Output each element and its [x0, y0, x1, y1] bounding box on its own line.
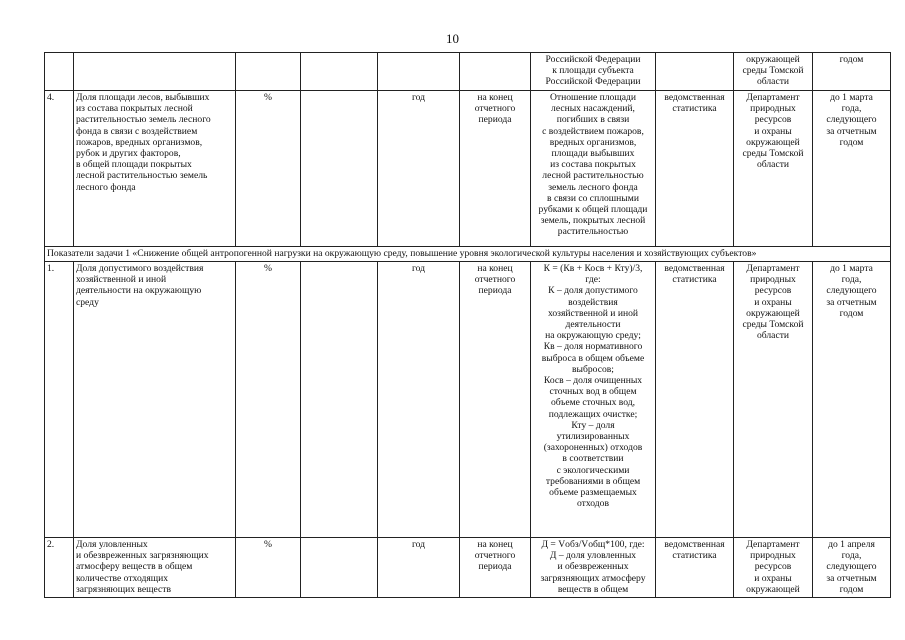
- page-number: 10: [446, 31, 459, 46]
- cell-num: 2.: [45, 538, 74, 598]
- cell-method: Отношение площади лесных насаждений, погибших в связи с воздействием пожаров, вредных организмов, площади выбывших из состава покрытых лесной растительностью земель лесного фонда в связи со сплошными рубками к общей площади земель, покрытых лесной растительностью: [531, 91, 656, 247]
- cell-timing: на конец отчетного периода: [460, 538, 531, 598]
- cell-unit: [236, 53, 301, 91]
- cell-method: Д = Vобз/Vобщ*100, где: Д – доля уловленных и обезвреженных загрязняющих атмосферу веществ в общем: [531, 538, 656, 598]
- cell-num: 4.: [45, 91, 74, 247]
- cell-unit: %: [236, 538, 301, 598]
- cell-period: [378, 53, 460, 91]
- cell-num: 1.: [45, 262, 74, 538]
- cell-responsible: Департамент природных ресурсов и охраны окружающей среды Томской области: [734, 91, 813, 247]
- cell-timing: на конец отчетного периода: [460, 262, 531, 538]
- cell-responsible: Департамент природных ресурсов и охраны окружающей: [734, 538, 813, 598]
- cell-source: ведомственная статистика: [656, 91, 734, 247]
- indicators-table: [44, 52, 891, 598]
- table-row: [45, 53, 891, 91]
- cell-unit: %: [236, 262, 301, 538]
- cell-responsible: Департамент природных ресурсов и охраны окружающей среды Томской области: [734, 262, 813, 538]
- cell-deadline: до 1 марта года, следующего за отчетным годом: [813, 91, 891, 247]
- cell-indicator-name: Доля площади лесов, выбывших из состава покрытых лесной растительностью земель лесного фонда в связи с воздействием пожаров, вредных организмов, рубок и других факторов, в общей площади покрытых лесной растительностью земель лесного фонда: [74, 91, 236, 247]
- table-row: [45, 538, 891, 598]
- cell-period: год: [378, 262, 460, 538]
- cell-method: Российской Федерации к площади субъекта Российской Федерации: [531, 53, 656, 91]
- cell-source: ведомственная статистика: [656, 262, 734, 538]
- cell-empty: [301, 538, 378, 598]
- cell-empty: [301, 262, 378, 538]
- cell-deadline: до 1 апреля года, следующего за отчетным годом: [813, 538, 891, 598]
- cell-timing: [460, 53, 531, 91]
- cell-unit: %: [236, 91, 301, 247]
- section-row: [45, 247, 891, 262]
- cell-period: год: [378, 538, 460, 598]
- cell-deadline: до 1 марта года, следующего за отчетным годом: [813, 262, 891, 538]
- cell-period: год: [378, 91, 460, 247]
- cell-method: К = (Кв + Косв + Кту)/3, где: К – доля допустимого воздействия хозяйственной и иной деятельности на окружающую среду; Кв – доля нормативного выброса в общем объеме выбросов; Косв – доля очищенных сточных вод в общем объеме сточных вод, подлежащих очистке; Кту – доля утилизированных (захороненных) отходов в соответствии с экологическими требованиями в общем объеме размещаемых отходов: [531, 262, 656, 538]
- cell-indicator-name: Доля уловленных и обезвреженных загрязняющих атмосферу веществ в общем количестве отходящих загрязняющих веществ: [74, 538, 236, 598]
- cell-num: [45, 53, 74, 91]
- cell-source: [656, 53, 734, 91]
- cell-indicator-name: Доля допустимого воздействия хозяйственной и иной деятельности на окружающую среду: [74, 262, 236, 538]
- cell-indicator-name: [74, 53, 236, 91]
- cell-source: ведомственная статистика: [656, 538, 734, 598]
- section-header: Показатели задачи 1 «Снижение общей антропогенной нагрузки на окружающую среду, повышение уровня экологической культуры населения и хозяйствующих субъектов»: [45, 247, 891, 262]
- cell-responsible: окружающей среды Томской области: [734, 53, 813, 91]
- cell-empty: [301, 91, 378, 247]
- cell-empty: [301, 53, 378, 91]
- cell-deadline: годом: [813, 53, 891, 91]
- table-row: [45, 262, 891, 538]
- cell-timing: на конец отчетного периода: [460, 91, 531, 247]
- table-row: [45, 91, 891, 247]
